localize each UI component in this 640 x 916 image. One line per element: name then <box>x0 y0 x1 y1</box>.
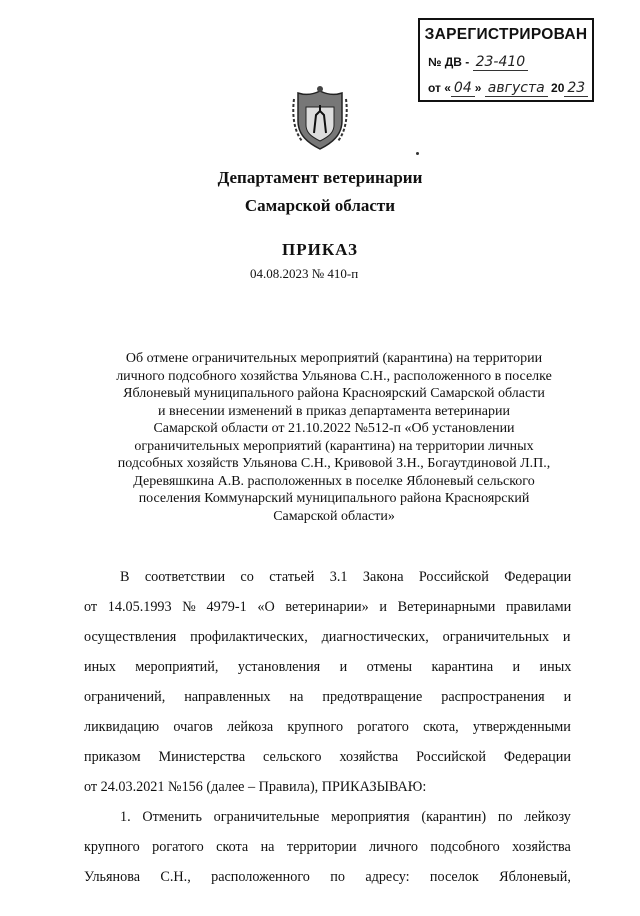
stamp-date-day: 04 <box>451 80 475 97</box>
body-line: 1. Отменить ограничительные мероприятия (карантин) по лейкозу <box>120 809 571 825</box>
stamp-number-label: № ДВ - <box>428 55 470 69</box>
body-line: осуществления профилактических, диагностических, ограничительных и <box>84 629 571 645</box>
subject-line: Самарской области» <box>273 508 395 524</box>
body-line: ограничений, направленных на предотвращение распространения и <box>84 689 572 705</box>
department-name-line1: Департамент ветеринарии <box>217 168 423 187</box>
stamp-year-suffix: 23 <box>564 80 588 97</box>
subject-line: Об отмене ограничительных мероприятий (карантина) на территории <box>125 351 543 366</box>
subject-line: и внесении изменений в приказ департамента ветеринарии <box>158 403 510 419</box>
body-line: Ульянова С.Н., расположенного по адресу: поселок Яблоневый, <box>84 869 571 885</box>
subject-line: поселения Коммунарский муниципального района Красноярский <box>138 491 530 506</box>
body-line: приказом Министерства сельского хозяйства Российской Федерации <box>84 749 571 765</box>
speck <box>416 152 419 155</box>
order-subject <box>84 350 584 525</box>
body-line: иных мероприятий, установления и отмены карантина и иных <box>84 659 572 675</box>
body-line: от 14.05.1993 № 4979-1 «О ветеринарии» и Ветеринарными правилами <box>84 599 572 615</box>
order-number: 04.08.2023 № 410-п <box>250 266 359 281</box>
coat-of-arms-icon <box>290 85 350 155</box>
order-title: ПРИКАЗ <box>282 240 358 259</box>
stamp-date-mid: » <box>474 81 482 95</box>
stamp-date-row <box>428 80 588 96</box>
stamp-number-row <box>428 54 528 70</box>
body-line: от 24.03.2021 №156 (далее – Правила), ПРИКАЗЫВАЮ: <box>84 779 427 795</box>
subject-line: подсобных хозяйств Ульянова С.Н., Кривовой З.Н., Богаутдиновой Л.П., <box>117 456 551 471</box>
body-line: В соответствии со статьей 3.1 Закона Российской Федерации <box>120 569 572 585</box>
subject-line: Яблоневый муниципального района Красноярский Самарской области <box>123 386 545 401</box>
subject-line: ограничительных мероприятий (карантина) на территории личных <box>134 438 534 454</box>
subject-line: Самарской области от 21.10.2022 №512-п «Об установлении <box>153 421 515 436</box>
subject-line: Деревяшкина А.В. расположенных в поселке Яблоневый сельского <box>133 473 535 489</box>
stamp-date-prefix: от « <box>428 81 451 95</box>
registration-stamp <box>418 18 594 102</box>
stamp-year-prefix: 20 <box>551 81 565 95</box>
order-body <box>84 569 571 889</box>
stamp-number-value: 23-410 <box>473 54 529 71</box>
stamp-title: ЗАРЕГИСТРИРОВАН <box>424 26 588 43</box>
stamp-date-month: августа <box>485 80 548 97</box>
body-line: крупного рогатого скота на территории личного подсобного хозяйства <box>84 839 571 855</box>
subject-line: личного подсобного хозяйства Ульянова С.Н., расположенного в поселке <box>116 368 552 384</box>
body-line: ликвидацию очагов лейкоза крупного рогатого скота, утвержденными <box>84 719 571 735</box>
department-name-line2: Самарской области <box>244 196 396 215</box>
